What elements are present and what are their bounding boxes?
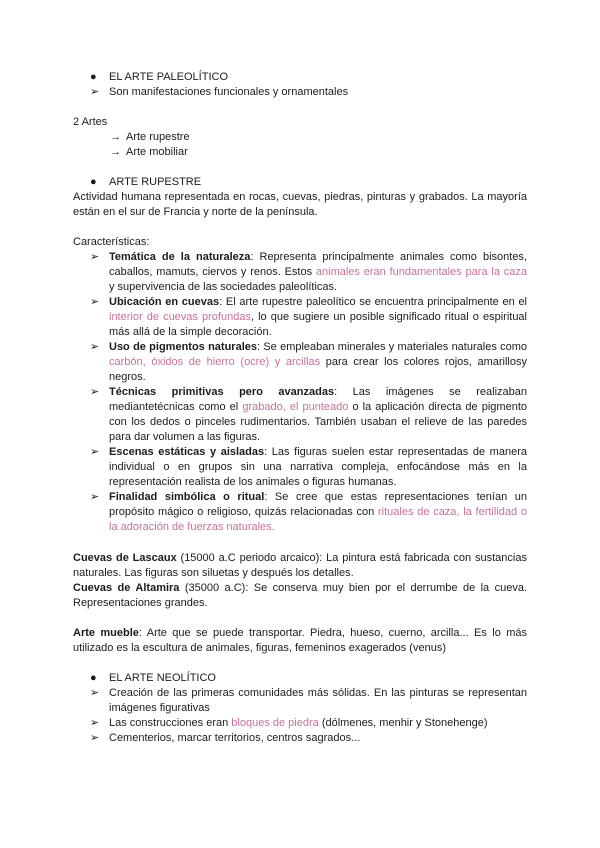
arrow-icon: ➢: [90, 717, 100, 729]
caracteristica-item: ➢ Uso de pigmentos naturales: Se empleaban minerales y materiales naturales como carbón, óxidos de hierro (ocre) y arcillas para crear los colores rojos, amarillosy negros.: [90, 341, 527, 383]
bullet-icon: ●: [90, 176, 97, 188]
neolitico-heading: ● EL ARTE NEOLÍTICO: [90, 672, 216, 684]
lascaux-paragraph: Cuevas de Lascaux (15000 a.C periodo arcaico): La pintura está fabricada con sustancias naturales. Las figuras son siluetas y después los detalles.: [73, 552, 527, 579]
mueble-paragraph: Arte mueble: Arte que se puede transportar. Piedra, hueso, cuerno, arcilla... Es lo más utilizado es la escultura de animales, figuras, femeninos exagerados (venus): [73, 627, 527, 654]
rupestre-description: Actividad humana representada en rocas, cuevas, piedras, pinturas y grabados. La mayoría están en el sur de Francia y norte de la península.: [73, 191, 527, 218]
artes-title: 2 Artes: [73, 116, 108, 128]
caracteristica-item: ➢ Escenas estáticas y aisladas: Las figuras suelen estar representadas de manera individual o en grupos sin una narrativa compleja, enfocándose más en la representación realista de los animales o figuras humanas.: [90, 446, 527, 488]
arrow-icon: ➢: [90, 732, 100, 744]
arrow-icon: ➢: [90, 446, 100, 458]
right-arrow-icon: →: [110, 131, 121, 143]
artes-item: → Arte mobiliar: [110, 146, 188, 158]
arrow-icon: ➢: [90, 386, 100, 398]
neolitico-item: ➢ Las construcciones eran bloques de piedra (dólmenes, menhir y Stonehenge): [90, 717, 488, 729]
arrow-icon: ➢: [90, 491, 100, 503]
right-arrow-icon: →: [110, 146, 121, 158]
arrow-icon: ➢: [90, 341, 100, 353]
artes-item: → Arte rupestre: [110, 131, 190, 143]
rupestre-heading: ● ARTE RUPESTRE: [90, 176, 202, 188]
arrow-icon: ➢: [90, 296, 100, 308]
neolitico-item: ➢ Cementerios, marcar territorios, centros sagrados...: [90, 732, 361, 744]
paleolitico-subtitle: ➢ Son manifestaciones funcionales y ornamentales: [90, 86, 349, 98]
document-page: [73, 70, 527, 746]
paleolitico-heading: ● EL ARTE PALEOLÍTICO: [90, 71, 229, 83]
caracteristica-item: ➢ Finalidad simbólica o ritual: Se cree que estas representaciones tenían un propósito mágico o religioso, quizás relacionadas con rituales de caza, la fertilidad o la adoración de fuerzas naturales.: [90, 491, 527, 533]
caracteristica-item: ➢ Ubicación en cuevas: El arte rupestre paleolítico se encuentra principalmente en el interior de cuevas profundas, lo que sugiere un posible significado ritual o espiritual más allá de la simple decoración.: [90, 296, 528, 338]
arrow-icon: ➢: [90, 687, 100, 699]
caracteristicas-title: Características:: [73, 236, 150, 248]
arrow-icon: ➢: [90, 251, 100, 263]
altamira-paragraph: Cuevas de Altamira (35000 a.C): Se conserva muy bien por el derrumbe de la cueva. Representaciones grandes.: [73, 582, 528, 609]
neolitico-item: ➢ Creación de las primeras comunidades más sólidas. En las pinturas se representan imágenes figurativas: [90, 687, 527, 714]
bullet-icon: ●: [90, 71, 97, 83]
bullet-icon: ●: [90, 672, 97, 684]
arrow-icon: ➢: [90, 86, 100, 98]
caracteristica-item: ➢ Técnicas primitivas pero avanzadas: Las imágenes se realizaban mediantetécnicas como el grabado, el punteado o la aplicación directa de pigmento con los dedos o pinceles rudimentarios. También usaban el relieve de las paredes para dar volumen a las figuras.: [90, 386, 527, 443]
caracteristica-item: ➢ Temática de la naturaleza: Representa principalmente animales como bisontes, caballos, mamuts, ciervos y renos. Estos animales eran fundamentales para la caza y supervivencia de las sociedades paleolíticas.: [90, 251, 527, 293]
